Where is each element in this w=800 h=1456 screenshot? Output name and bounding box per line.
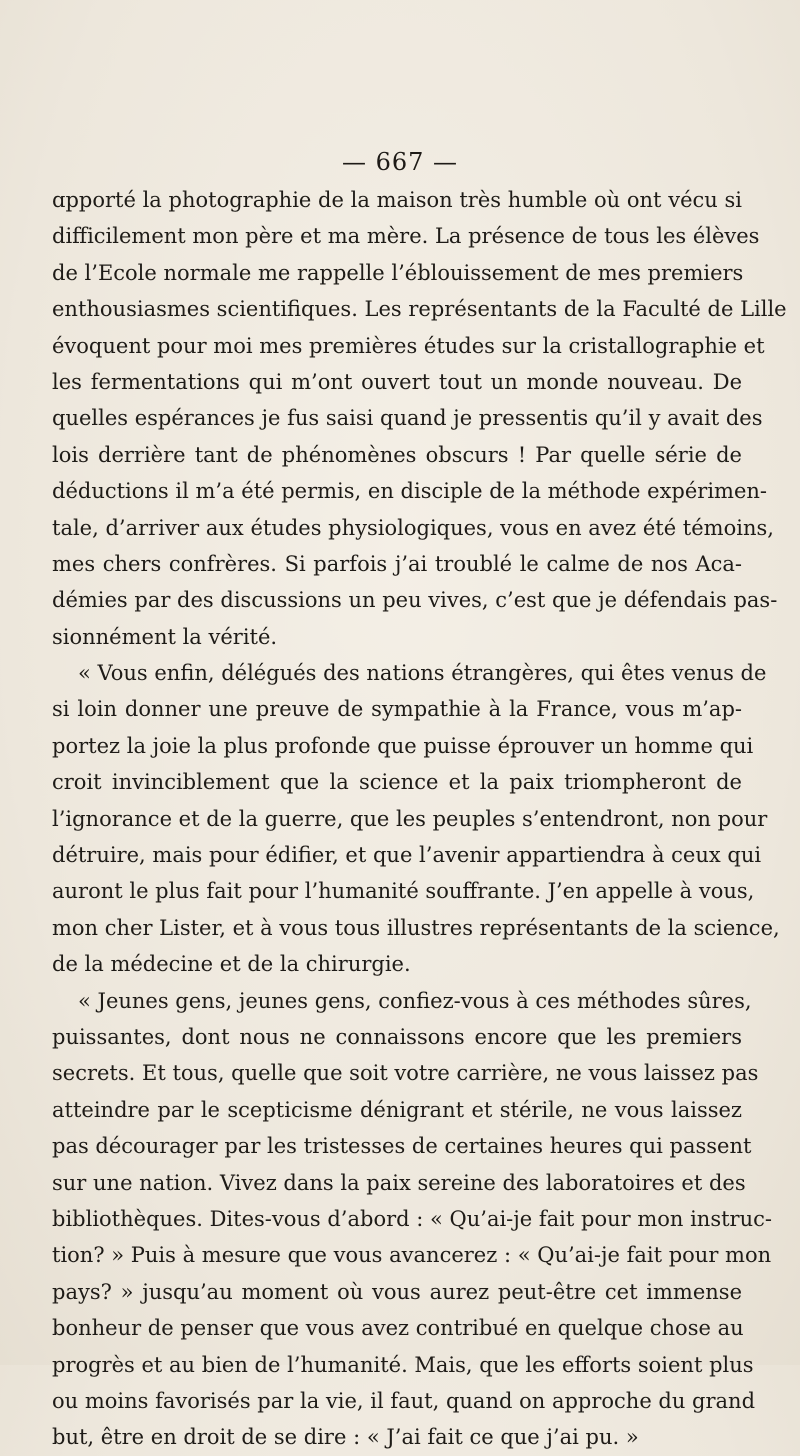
text-line: enthousiasmes scientifiques. Les représentants de la Faculté de Lille <box>52 297 787 322</box>
text-line: atteindre par le scepticisme dénigrant et stérile, ne vous laissez <box>52 1097 742 1122</box>
text-line: « Vous enfin, délégués des nations étrangères, qui êtes venus de <box>78 661 767 686</box>
text-line: tale, d’arriver aux études physiologiques, vous en avez été témoins, <box>52 515 774 540</box>
text-line: auront le plus fait pour l’humanité souffrante. J’en appelle à vous, <box>52 879 755 904</box>
text-line: mon cher Lister, et à vous tous illustres représentants de la science, <box>52 915 780 940</box>
text-line: sur une nation. Vivez dans la paix sereine des laboratoires et des <box>52 1170 746 1195</box>
text-line: détruire, mais pour édifier, et que l’avenir appartiendra à ceux qui <box>52 843 762 868</box>
text-line: démies par des discussions un peu vives, c’est que je défendais pas- <box>52 588 778 613</box>
text-line: ou moins favorisés par la vie, il faut, quand on approche du grand <box>52 1388 756 1413</box>
text-line: « Jeunes gens, jeunes gens, confiez-vous à ces méthodes sûres, <box>78 988 752 1013</box>
text-line: croit invinciblement que la science et la paix triompheront de <box>52 770 742 795</box>
body-text <box>52 182 787 1456</box>
text-line: si loin donner une preuve de sympathie à la France, vous m’ap- <box>52 697 742 722</box>
text-line: pas décourager par les tristesses de certaines heures qui passent <box>52 1134 752 1159</box>
text-line: évoquent pour moi mes premières études sur la cristallographie et <box>52 333 765 358</box>
text-line: bonheur de penser que vous avez contribué en quelque chose au <box>52 1316 744 1341</box>
text-line: les fermentations qui m’ont ouvert tout un monde nouveau. De <box>52 369 742 394</box>
text-line: progrès et au bien de l’humanité. Mais, que les efforts soient plus <box>52 1352 754 1377</box>
text-line: secrets. Et tous, quelle que soit votre carrière, ne vous laissez pas <box>52 1061 759 1086</box>
text-line: de l’Ecole normale me rappelle l’éblouissement de mes premiers <box>52 260 744 285</box>
text-line: tion? » Puis à mesure que vous avancerez : « Qu’ai-je fait pour mon <box>52 1243 772 1268</box>
text-line: portez la joie la plus profonde que puisse éprouver un homme qui <box>52 733 754 758</box>
text-line: mes chers confrères. Si parfois j’ai troublé le calme de nos Aca- <box>52 551 742 576</box>
text-line: pays? » jusqu’au moment où vous aurez peut-être cet immense <box>52 1279 742 1304</box>
text-line: difficilement mon père et ma mère. La présence de tous les élèves <box>52 224 760 249</box>
text-line: déductions il m’a été permis, en disciple de la méthode expérimen- <box>52 479 768 504</box>
text-line: but, être en droit de se dire : « J’ai fait ce que j’ai pu. » <box>52 1425 639 1450</box>
text-line: de la médecine et de la chirurgie. <box>52 952 411 977</box>
text-line: ɑpporté la photographie de la maison très humble où ont vécu si <box>52 188 742 212</box>
text-line: l’ignorance et de la guerre, que les peuples s’entendront, non pour <box>52 806 768 831</box>
text-line: sionnément la vérité. <box>52 624 278 649</box>
text-line: lois derrière tant de phénomènes obscurs ! Par quelle série de <box>52 442 742 467</box>
text-line: quelles espérances je fus saisi quand je pressentis qu’il y avait des <box>52 406 763 431</box>
text-line: puissantes, dont nous ne connaissons encore que les premiers <box>52 1024 742 1049</box>
page-number: — 667 — <box>341 148 459 176</box>
text-line: bibliothèques. Dites-vous d’abord : « Qu’ai-je fait pour mon instruc- <box>52 1206 772 1231</box>
